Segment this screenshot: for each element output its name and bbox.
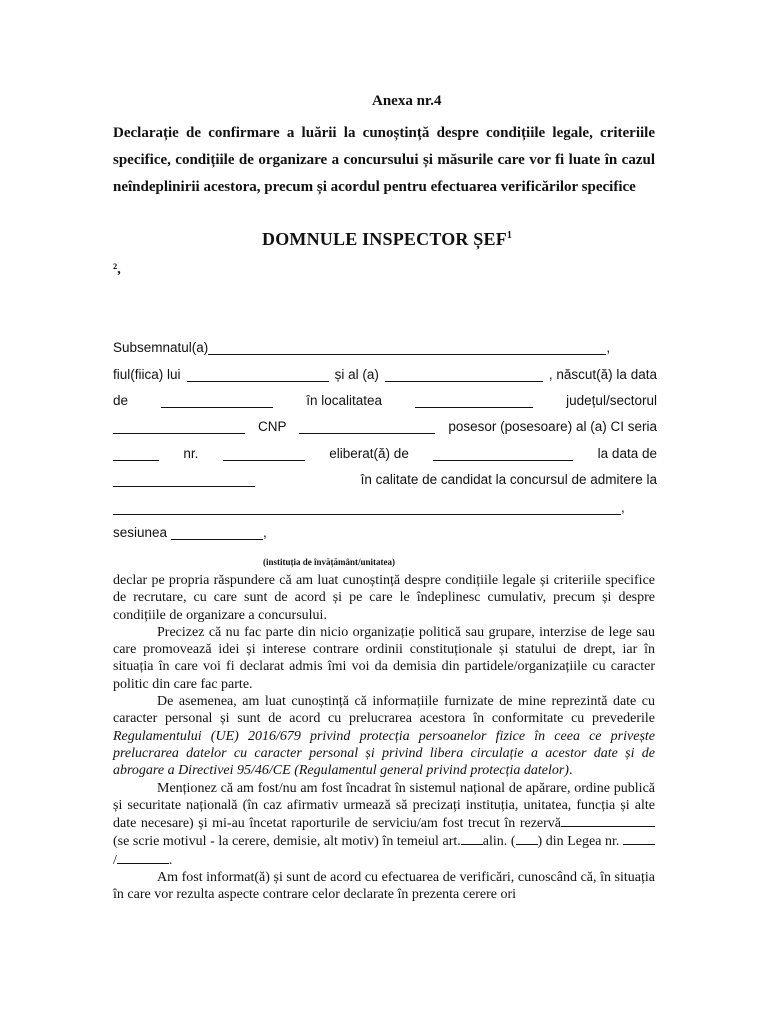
paragraph-declaration: declar pe propria răspundere că am luat cunoștință despre condițiile legale și criteriile specifice de recrutare, cu care sunt de acord și pe care le îndeplinesc cumulativ, precum și despre condițiile de organizare a concursului. bbox=[113, 573, 655, 623]
label-nr: nr. bbox=[183, 446, 199, 461]
paragraph-service bbox=[113, 780, 655, 869]
field-father-name[interactable] bbox=[187, 367, 329, 382]
field-id-number[interactable] bbox=[223, 446, 305, 461]
form-row-session bbox=[113, 522, 657, 540]
field-locality[interactable] bbox=[415, 393, 533, 408]
gdpr-end: . bbox=[568, 763, 573, 779]
heading-footnote-mark: 1 bbox=[506, 230, 513, 241]
comma: , bbox=[606, 340, 611, 355]
field-mother-name[interactable] bbox=[385, 367, 543, 382]
form-row-parents bbox=[113, 364, 657, 382]
field-article[interactable] bbox=[461, 832, 483, 845]
field-issue-date[interactable] bbox=[113, 472, 255, 487]
label-subsemnatul: Subsemnatul(a) bbox=[113, 340, 209, 355]
label-sesiunea: sesiunea bbox=[113, 525, 168, 540]
field-reserve[interactable] bbox=[561, 814, 655, 827]
field-session[interactable] bbox=[171, 525, 263, 540]
institution-footnote: (instituția de învățământ/unitatea) bbox=[263, 557, 396, 567]
label-la-data-de: la data de bbox=[597, 446, 657, 461]
field-id-series[interactable] bbox=[113, 446, 159, 461]
title-line-2: specifice, condițiile de organizare a concursului și măsurile care vor fi luate în cazul bbox=[113, 152, 655, 168]
label-in-calitate: în calitate de candidat la concursul de admitere la bbox=[360, 472, 657, 487]
label-fiul: fiul(fiica) lui bbox=[113, 367, 181, 382]
comma: , bbox=[621, 500, 625, 515]
label-judetul: județul/sectorul bbox=[566, 393, 657, 408]
declaration-body bbox=[113, 572, 655, 904]
gdpr-regulation-italic: Regulamentului (UE) 2016/679 privind protecția persoanelor fizice în ceea ce privește prelucrarea datelor cu caracter personal și privind libera circulație a acestor date și de abrogare a Directivei 95/46/CE (Regulamentul general privind protecția datelor) bbox=[113, 728, 655, 779]
title-line-3: neîndeplinirii acestora, precum și acordul pentru efectuarea verificărilor specifice bbox=[113, 179, 636, 195]
comma: , bbox=[263, 525, 267, 540]
salutation-heading bbox=[262, 229, 512, 250]
service-text-c: alin. ( bbox=[482, 834, 516, 850]
paragraph-gdpr bbox=[113, 693, 655, 779]
field-paragraph[interactable] bbox=[516, 832, 538, 845]
service-text-d: ) din Legea nr. bbox=[537, 834, 623, 850]
heading-text: DOMNULE INSPECTOR ȘEF bbox=[262, 229, 507, 249]
field-cnp[interactable] bbox=[299, 419, 435, 434]
form-row-cnp bbox=[113, 416, 657, 434]
field-law-year[interactable] bbox=[117, 851, 169, 864]
form-row-candidate bbox=[113, 469, 657, 487]
label-si-al: și al (a) bbox=[334, 367, 379, 382]
gdpr-text: De asemenea, am luat cunoștință că informațiile furnizate de mine reprezintă date cu caracter personal și sunt de acord cu prelucrarea acestora în conformitate cu prevederile bbox=[113, 694, 655, 727]
label-posesor: posesor (posesoare) al (a) CI seria bbox=[448, 419, 657, 434]
footnote-mark-2: ², bbox=[113, 262, 121, 277]
label-in-localitatea: în localitatea bbox=[306, 393, 382, 408]
field-county[interactable] bbox=[113, 419, 245, 434]
form-row-id bbox=[113, 443, 657, 461]
field-full-name[interactable] bbox=[208, 340, 606, 355]
label-cnp: CNP bbox=[257, 419, 287, 434]
form-row-name bbox=[113, 337, 657, 355]
service-text-a: Menționez că am fost/nu am fost încadrat în sistemul național de apărare, ordine publică și securitate națională (în caz afirmativ urmează să precizați instituția, unitatea, funcția și alte date necesare) și mi-au încetat raporturile de serviciu/am fost trecut în rezervă bbox=[113, 780, 655, 832]
paragraph-political: Precizez că nu fac parte din nicio organizație politică sau grupare, interzise de lege sau care promovează idei și interese contrare ordinii constituționale și statului de drept, iar în situația în care voi fi declarat admis îmi voi da demisia din partidele/organizațiile cu caracter politic din care fac parte. bbox=[113, 624, 655, 692]
field-birth-date[interactable] bbox=[161, 393, 273, 408]
label-eliberat: eliberat(ă) de bbox=[329, 446, 409, 461]
form-row-institution bbox=[113, 497, 657, 515]
title-line-1: Declarație de confirmare a luării la cunoștință despre condițiile legale, criteriile bbox=[113, 125, 655, 141]
field-institution[interactable] bbox=[113, 500, 621, 515]
service-text-e: / bbox=[113, 852, 117, 868]
paragraph-verification: Am fost informat(ă) și sunt de acord cu efectuarea de verificări, cunoscând că, în situația în care vor rezulta aspecte contrare celor declarate în prezenta cerere ori bbox=[113, 870, 655, 903]
field-issued-by[interactable] bbox=[433, 446, 573, 461]
annex-number: Anexa nr.4 bbox=[372, 93, 442, 109]
service-text-f: . bbox=[168, 852, 173, 868]
label-nascut: , născut(ă) la data bbox=[548, 367, 657, 382]
field-law-number[interactable] bbox=[623, 832, 655, 845]
form-row-birth bbox=[113, 390, 657, 408]
service-text-b: (se scrie motivul - la cerere, demisie, alt motiv) în temeiul art. bbox=[113, 834, 461, 850]
label-de: de bbox=[113, 393, 129, 408]
